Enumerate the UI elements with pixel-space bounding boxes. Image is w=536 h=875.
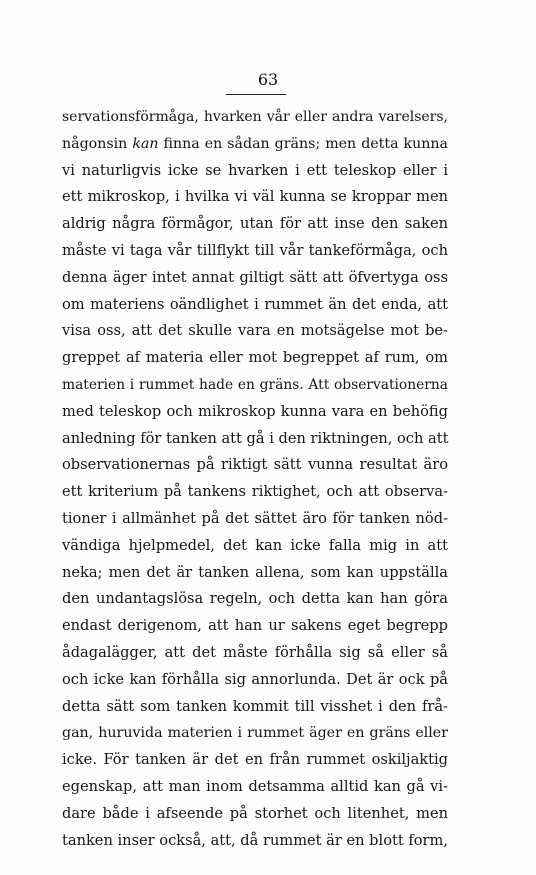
page-number: 63 [257,70,279,89]
text-line: neka; men det är tanken allena, som kan uppställa [62,563,448,581]
emphasized-word: kan [132,135,159,152]
text-line: ett mikroskop, i hvilka vi väl kunna se kroppar men [62,188,448,206]
text-line: dare både i afseende på storhet och litenhet, men [62,804,448,822]
text-line: anledning för tanken att gå i den riktningen, och att [62,429,449,447]
text-line: vi naturligvis icke se hvarken i ett teleskop eller i [62,161,448,179]
text-line: någonsin kan finna en sådan gräns; men detta kunna [62,135,449,152]
text-line: detta sätt som tanken kommit till visshet i den frå- [62,697,448,715]
text-line: materien i rummet hade en gräns. Att observationerna [62,376,448,393]
text-line: om materiens oändlighet i rummet än det enda, att [62,295,448,313]
text-line: egenskap, att man inom detsamma alltid kan gå vi- [62,777,448,795]
text-line: vändiga hjelpmedel, det kan icke falla mig in att [62,536,448,554]
text-line: observationernas på riktigt sätt vunna resultat äro [62,456,448,474]
body-text [62,104,448,854]
text-line: den undantagslösa regeln, och detta kan han göra [62,590,448,608]
text-line: tanken inser också, att, då rummet är en blott form, [62,831,448,849]
text-line: denna äger intet annat giltigt sätt att öfvertyga oss [62,268,448,286]
text-line: aldrig några förmågor, utan för att inse den saken [62,215,448,233]
text-line: ett kriterium på tankens riktighet, och att observa- [62,483,448,501]
page-number-rule [226,94,286,95]
text-line: måste vi taga vår tillflykt till vår tankeförmåga, och [62,241,448,259]
text-line: ådagalägger, att det måste förhålla sig så eller så [62,643,448,661]
text-line: med teleskop och mikroskop kunna vara en behöfig [62,402,448,420]
text-line: tioner i allmänhet på det sättet äro för tanken nöd- [62,509,448,527]
text-line: och icke kan förhålla sig annorlunda. Det är ock på [62,670,448,688]
text-line: icke. För tanken är det en från rummet oskiljaktig [62,751,448,769]
text-line: servationsförmåga, hvarken vår eller andra varelsers, [62,109,448,125]
text-line: visa oss, att det skulle vara en motsägelse mot be- [62,322,448,340]
text-line: endast derigenom, att han ur sakens eget begrepp [62,617,448,635]
text-line: gan, huruvida materien i rummet äger en gräns eller [62,725,448,742]
text-line: greppet af materia eller mot begreppet af rum, om [62,349,448,367]
